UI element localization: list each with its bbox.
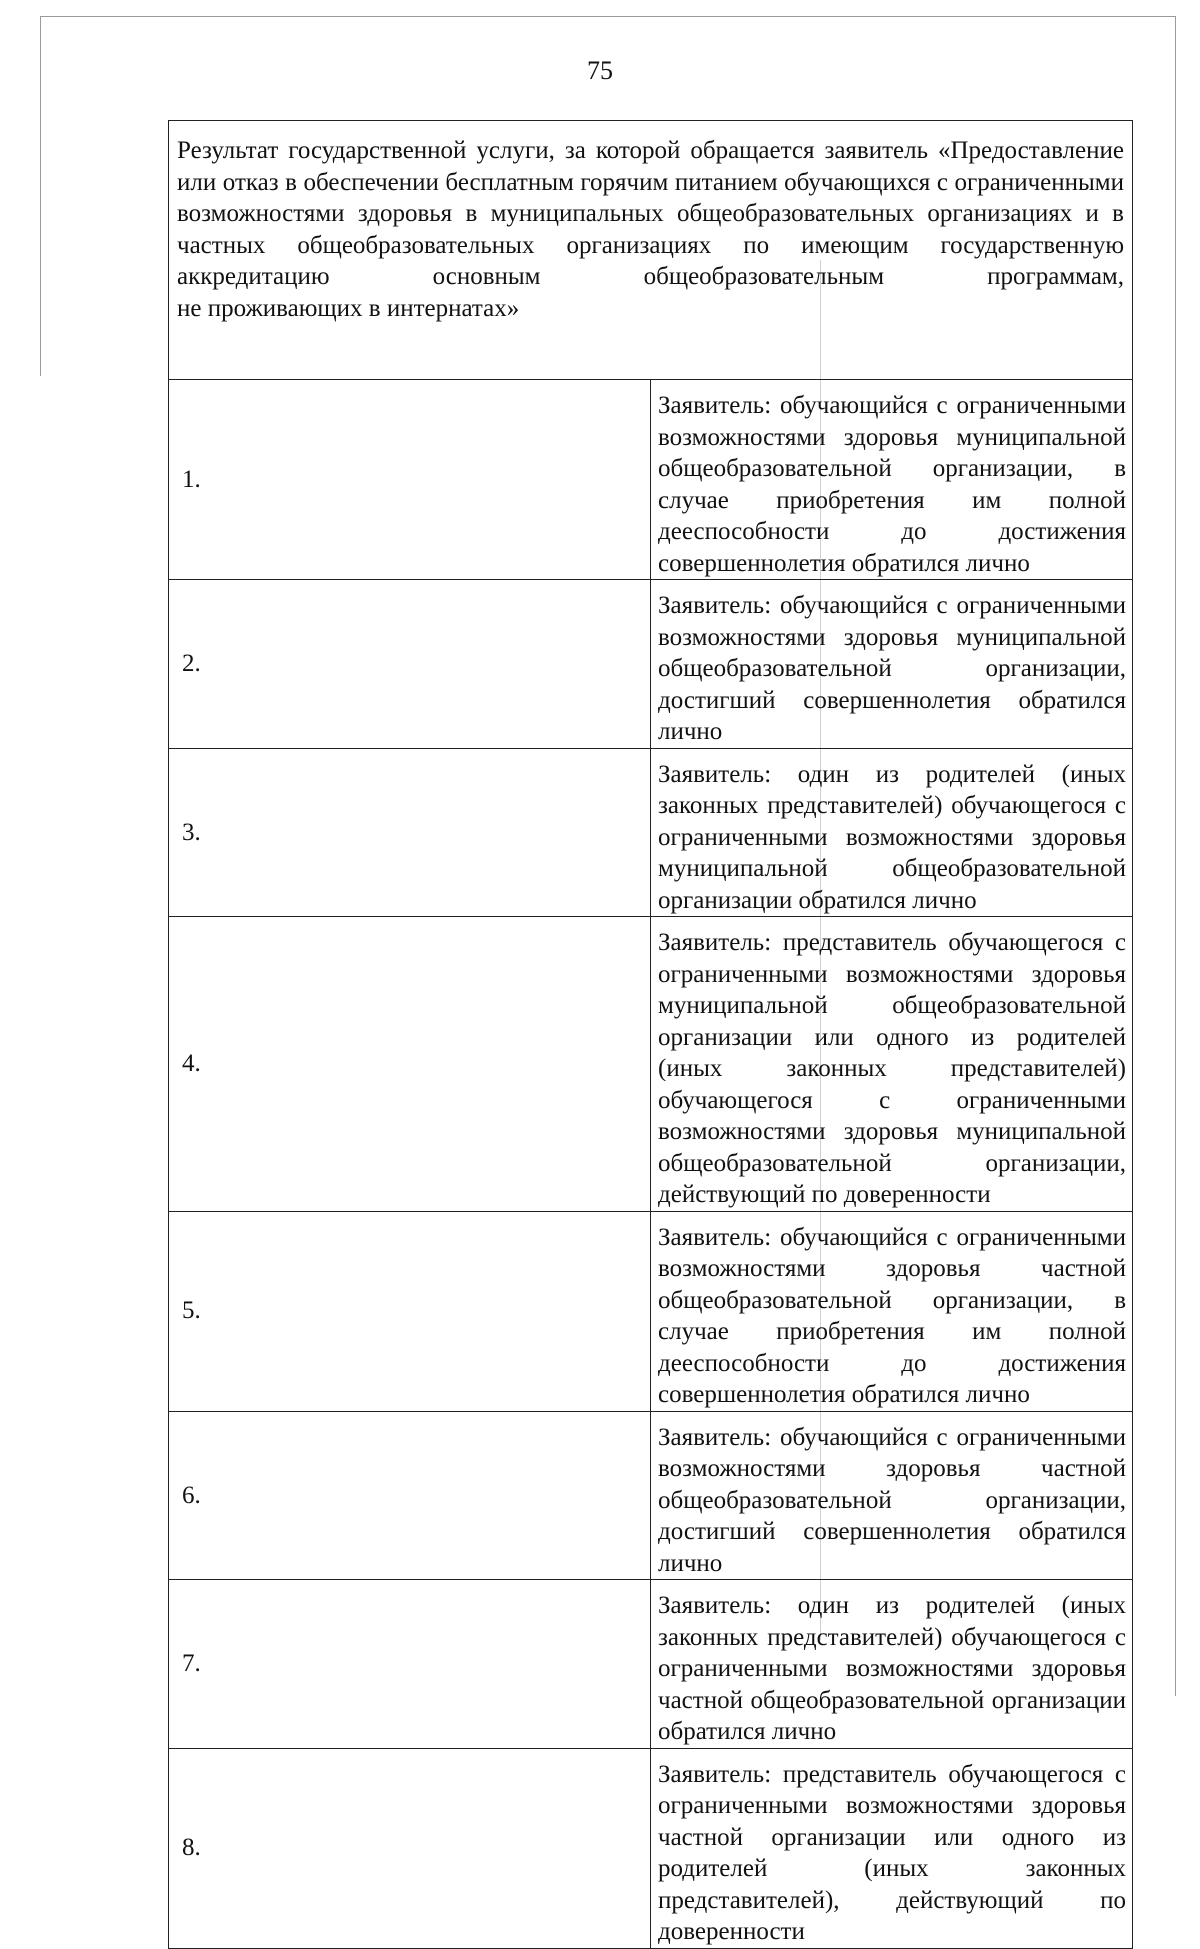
table-row xyxy=(169,748,1133,917)
row-text xyxy=(651,1411,1133,1580)
row-text-content: Заявитель: обучающийся с ограниченными возможностями здоровья муниципальной общеобразовательной организации, в случае приобретения им полной дееспособности до достижения совершеннолетия обратился лично xyxy=(658,392,1126,577)
document-table xyxy=(168,120,1133,1949)
row-text xyxy=(651,748,1133,917)
row-number: 3. xyxy=(169,748,651,917)
row-text xyxy=(651,380,1133,580)
row-text-content: Заявитель: обучающийся с ограниченными возможностями здоровья частной общеобразовательной организации, достигший совершеннолетия обратился лично xyxy=(658,1423,1126,1577)
header-last-line: не проживающих в интернатах» xyxy=(177,294,520,322)
table-row xyxy=(169,1211,1133,1411)
row-number: 1. xyxy=(169,380,651,580)
row-number: 4. xyxy=(169,917,651,1212)
table-row xyxy=(169,380,1133,580)
table-row xyxy=(169,1411,1133,1580)
row-number: 7. xyxy=(169,1580,651,1749)
row-number: 5. xyxy=(169,1211,651,1411)
row-text xyxy=(651,580,1133,749)
table-row xyxy=(169,1748,1133,1948)
header-text: Результат государственной услуги, за которой обращается заявитель «Предоставление или отказ в обеспечении бесплатным горячим питанием обучающихся с ограниченными возможностями здоровья в муниципальных общеобразовательных организациях и в частных общеобразовательных организациях по имеющим государственную аккредитацию основным общеобразовательным программам, xyxy=(177,137,1124,290)
service-result-header xyxy=(169,121,1133,380)
scan-border-top xyxy=(40,16,1175,17)
row-text-content: Заявитель: обучающийся с ограниченными возможностями здоровья частной общеобразовательной организации, в случае приобретения им полной дееспособности до достижения совершеннолетия обратился лично xyxy=(658,1223,1126,1408)
row-text-content: Заявитель: представитель обучающегося с ограниченными возможностями здоровья частной организации или одного из родителей (иных законных представителей), действующий по доверенности xyxy=(658,1760,1126,1945)
row-text-content: Заявитель: представитель обучающегося с ограниченными возможностями здоровья муниципальной общеобразовательной организации или одного из родителей (иных законных представителей) обучающегося с ограниченными возможностями здоровья муниципальной общеобразовательной организации, действующий по доверенности xyxy=(658,929,1126,1208)
row-text xyxy=(651,1211,1133,1411)
row-text xyxy=(651,1580,1133,1749)
row-text xyxy=(651,917,1133,1212)
row-number: 6. xyxy=(169,1411,651,1580)
row-text-content: Заявитель: один из родителей (иных законных представителей) обучающегося с ограниченными возможностями здоровья частной общеобразовательной организации обратился лично xyxy=(658,1592,1126,1745)
row-text-content: Заявитель: обучающийся с ограниченными возможностями здоровья муниципальной общеобразовательной организации, достигший совершеннолетия обратился лично xyxy=(658,592,1126,745)
row-text xyxy=(651,1748,1133,1948)
row-number: 2. xyxy=(169,580,651,749)
table-header-row xyxy=(169,121,1133,380)
table-row xyxy=(169,917,1133,1212)
row-text-content: Заявитель: один из родителей (иных законных представителей) обучающегося с ограниченными возможностями здоровья муниципальной общеобразовательной организации обратился лично xyxy=(658,760,1126,914)
table-row xyxy=(169,1580,1133,1749)
table-row xyxy=(169,580,1133,749)
page-number: 75 xyxy=(587,56,613,85)
row-number: 8. xyxy=(169,1748,651,1948)
scan-border-right xyxy=(1175,16,1176,1696)
